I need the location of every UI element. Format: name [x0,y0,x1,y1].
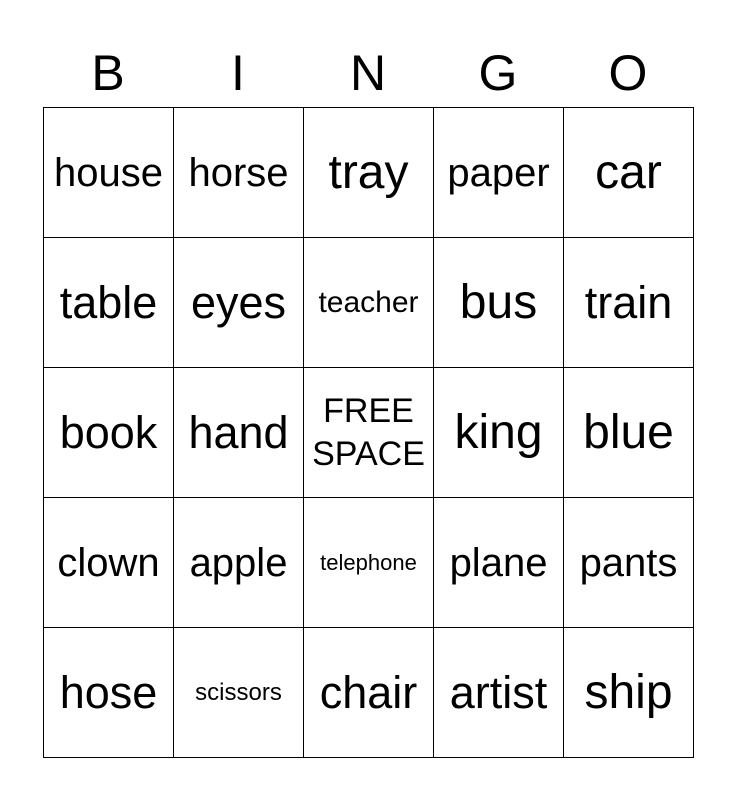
bingo-cell-teacher[interactable]: teacher [304,238,434,368]
bingo-cell-car[interactable]: car [564,108,694,238]
bingo-cell-scissors[interactable]: scissors [174,628,304,758]
bingo-cell-hand[interactable]: hand [174,368,304,498]
bingo-cell-king[interactable]: king [434,368,564,498]
bingo-cell-paper[interactable]: paper [434,108,564,238]
bingo-cell-hose[interactable]: hose [44,628,174,758]
bingo-cell-apple[interactable]: apple [174,498,304,628]
header-letter-o: O [608,45,648,101]
header-letter-n: N [349,45,387,101]
bingo-cell-free-space[interactable] [304,368,434,498]
bingo-cell-pants[interactable]: pants [564,498,694,628]
free-space-line-1: FREE [323,392,414,430]
header-letter-b: B [91,45,125,101]
bingo-cell-eyes[interactable]: eyes [174,238,304,368]
free-space-line-2: SPACE [312,434,425,473]
bingo-cell-telephone[interactable]: telephone [304,498,434,628]
bingo-board [43,107,694,758]
bingo-cell-artist[interactable]: artist [434,628,564,758]
bingo-cell-tray[interactable]: tray [304,108,434,238]
bingo-cell-plane[interactable]: plane [434,498,564,628]
bingo-cell-ship[interactable]: ship [564,628,694,758]
bingo-cell-table[interactable]: table [44,238,174,368]
bingo-cell-train[interactable]: train [564,238,694,368]
bingo-header [43,42,693,104]
bingo-cell-horse[interactable]: horse [174,108,304,238]
bingo-cell-house[interactable]: house [44,108,174,238]
bingo-cell-chair[interactable]: chair [304,628,434,758]
bingo-cell-book[interactable]: book [44,368,174,498]
bingo-cell-blue[interactable]: blue [564,368,694,498]
header-letter-g: G [478,45,518,101]
bingo-cell-bus[interactable]: bus [434,238,564,368]
header-letter-i: I [231,45,245,101]
bingo-cell-clown[interactable]: clown [44,498,174,628]
